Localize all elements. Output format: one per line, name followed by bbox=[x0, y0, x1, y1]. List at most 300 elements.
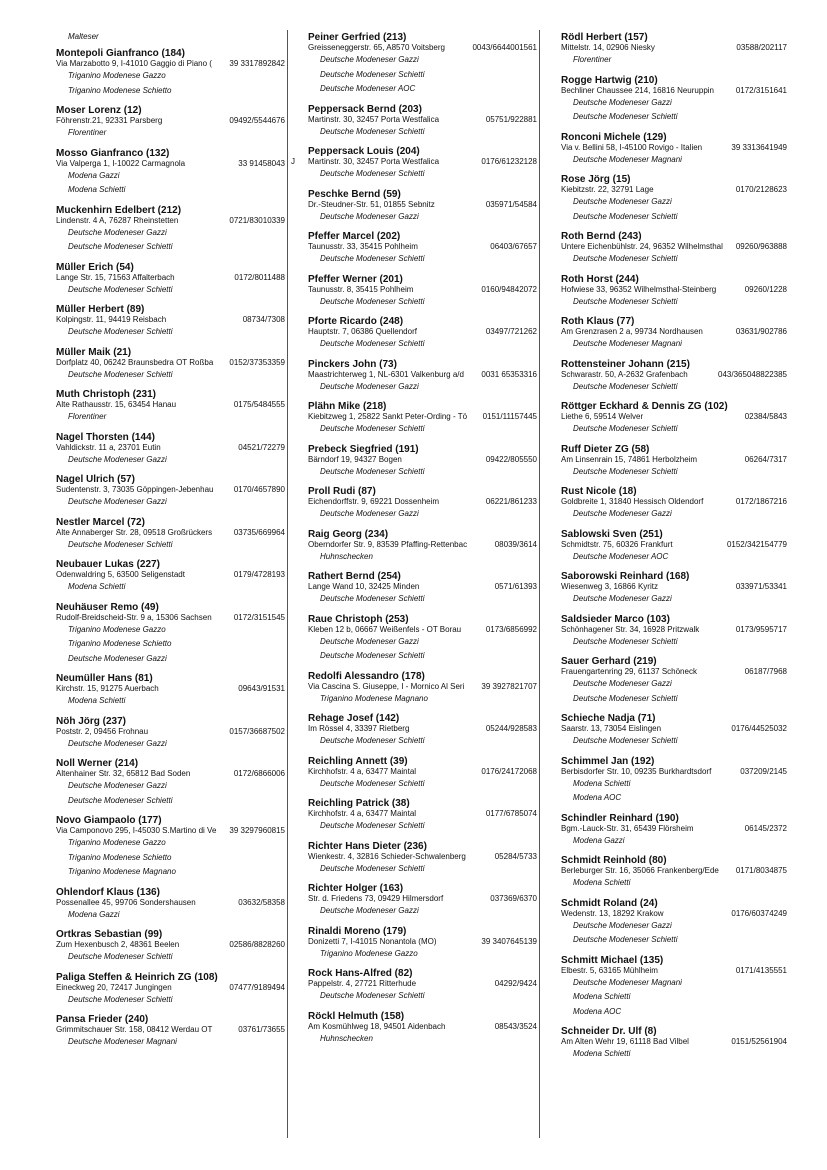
member-name: Rock Hans-Alfred (82) bbox=[308, 968, 413, 979]
member-phone: 09260/963888 bbox=[735, 242, 787, 251]
member-address: Saarstr. 13, 73054 Eislingen bbox=[561, 724, 662, 733]
member-entry bbox=[56, 758, 285, 808]
club-label: Deutsche Modeneser Gazzi bbox=[68, 227, 167, 237]
member-phone: 06187/7968 bbox=[744, 667, 787, 676]
club-label: Deutsche Modeneser Schietti bbox=[68, 994, 173, 1004]
member-name: Redolfi Alessandro (178) bbox=[308, 670, 425, 682]
member-entry bbox=[308, 401, 537, 437]
member-name: Peiner Gerfried (213) bbox=[308, 32, 407, 43]
member-entry bbox=[561, 756, 787, 806]
member-address: Am Kosmühlweg 18, 94501 Aidenbach bbox=[308, 1021, 446, 1031]
address-row bbox=[56, 528, 285, 538]
member-address: Mittelstr. 14, 02906 Niesky bbox=[561, 43, 655, 52]
member-phone: 0173/6856992 bbox=[485, 624, 537, 634]
member-entry bbox=[308, 883, 537, 919]
member-address: Hofwiese 33, 96352 Wilhelmsthal-Steinberg bbox=[561, 284, 717, 294]
member-entry bbox=[56, 887, 285, 923]
member-entry bbox=[561, 274, 787, 310]
member-address: Sudentenstr. 3, 73035 Göppingen-Jebenhau bbox=[56, 485, 214, 494]
member-phone: 09643/91531 bbox=[238, 684, 285, 693]
member-phone: 033971/53341 bbox=[735, 582, 787, 591]
member-entry bbox=[56, 929, 285, 965]
member-address: Wiesenweg 3, 16866 Kyritz bbox=[561, 582, 658, 591]
member-name: Plähn Mike (218) bbox=[308, 401, 387, 412]
address-row bbox=[308, 809, 537, 819]
member-entry bbox=[308, 756, 537, 792]
club-label: Deutsche Modeneser Gazzi bbox=[573, 679, 672, 688]
member-address: Berleburger Str. 16, 35066 Frankenberg/Ede bbox=[561, 866, 719, 875]
address-row bbox=[308, 582, 537, 592]
member-phone: 0160/94842072 bbox=[481, 284, 537, 294]
club-label: Deutsche Modeneser Gazzi bbox=[68, 781, 167, 790]
club-label: Deutsche Modeneser Schietti bbox=[68, 242, 173, 251]
member-address: Pappelstr. 4, 27721 Ritterhude bbox=[308, 979, 417, 988]
address-row bbox=[308, 412, 537, 422]
member-name: Schindler Reinhard (190) bbox=[561, 812, 679, 824]
member-entry bbox=[56, 1014, 285, 1050]
member-entry bbox=[561, 132, 787, 168]
member-name: Roth Bernd (243) bbox=[561, 231, 642, 242]
member-phone: 0171/8034875 bbox=[735, 866, 787, 875]
address-row bbox=[561, 285, 787, 295]
member-entry bbox=[308, 1011, 537, 1047]
member-address: Grimmitschauer Str. 158, 08412 Werdau OT bbox=[56, 1025, 213, 1034]
member-name: Proll Rudi (87) bbox=[308, 486, 376, 497]
member-phone: 03588/202117 bbox=[736, 43, 787, 52]
member-phone: 05751/922881 bbox=[485, 114, 537, 124]
club-label: Deutsche Modeneser Gazzi bbox=[573, 594, 672, 603]
address-row bbox=[308, 625, 537, 635]
member-phone: 39 3407645139 bbox=[481, 936, 537, 946]
address-row bbox=[561, 909, 787, 919]
address-row bbox=[308, 497, 537, 507]
member-address: Kirchhofstr. 4 a, 63477 Maintal bbox=[308, 766, 417, 776]
member-name: Reichling Patrick (38) bbox=[308, 798, 410, 809]
member-entry bbox=[561, 529, 787, 565]
member-address: Lange Str. 15, 71563 Affalterbach bbox=[56, 272, 175, 282]
club-label: Deutsche Modeneser Schietti bbox=[320, 778, 425, 788]
member-phone: 06403/67657 bbox=[490, 242, 537, 251]
club-label: Deutsche Modeneser Schietti bbox=[320, 424, 425, 433]
address-row bbox=[56, 983, 285, 993]
club-label: Deutsche Modeneser Gazzi bbox=[68, 653, 167, 663]
member-name: Schmidt Roland (24) bbox=[561, 897, 658, 909]
address-row bbox=[561, 966, 787, 976]
club-label: Deutsche Modeneser Schietti bbox=[573, 636, 678, 646]
club-label: Florentiner bbox=[68, 412, 107, 421]
member-name: Muth Christoph (231) bbox=[56, 389, 156, 400]
member-phone: 0176/61232128 bbox=[481, 157, 537, 166]
member-address: Wienkestr. 4, 32816 Schieder-Schwalenberg bbox=[308, 851, 466, 861]
member-name: Prebeck Siegfried (191) bbox=[308, 443, 419, 455]
member-address: Dorfplatz 40, 06242 Braunsbedra OT Roßba bbox=[56, 357, 214, 367]
member-name: Schimmel Jan (192) bbox=[561, 755, 655, 767]
member-phone: 0172/3151641 bbox=[735, 85, 787, 95]
member-entry bbox=[308, 274, 537, 310]
member-entry bbox=[561, 656, 787, 706]
member-name: Peppersack Bernd (203) bbox=[308, 103, 422, 115]
address-row bbox=[308, 157, 537, 167]
directory-column-2 bbox=[308, 32, 537, 1053]
member-name: Neumüller Hans (81) bbox=[56, 673, 153, 684]
member-phone: 04292/9424 bbox=[494, 979, 537, 988]
member-phone: 05284/5733 bbox=[494, 851, 537, 861]
member-phone: 0172/8011488 bbox=[234, 272, 285, 282]
member-entry bbox=[561, 32, 787, 68]
member-entry bbox=[56, 148, 285, 198]
club-label: Deutsche Modeneser Magnani bbox=[68, 1037, 177, 1046]
member-entry bbox=[561, 359, 787, 395]
member-phone: 037369/6370 bbox=[490, 894, 537, 903]
member-address: Schwarastr. 50, A-2632 Grafenbach bbox=[561, 369, 688, 379]
member-name: Saldsieder Marco (103) bbox=[561, 613, 670, 625]
club-label: Deutsche Modeneser Gazzi bbox=[573, 197, 672, 206]
club-label: Deutsche Modeneser AOC bbox=[573, 551, 669, 561]
club-label: Modena AOC bbox=[573, 1006, 622, 1016]
address-row bbox=[561, 824, 787, 834]
member-entry bbox=[56, 432, 285, 468]
member-phone: 08039/3614 bbox=[494, 539, 537, 549]
member-phone: 08543/3524 bbox=[494, 1021, 537, 1031]
club-label: Triganino Modenese Schietto bbox=[68, 639, 172, 648]
member-entry bbox=[561, 486, 787, 522]
address-row bbox=[56, 485, 285, 495]
club-label: Modena Gazzi bbox=[68, 909, 120, 919]
member-phone: 0043/6644001561 bbox=[472, 43, 537, 52]
member-address: Alte Rathausstr. 15, 63454 Hanau bbox=[56, 400, 177, 409]
member-address: Vahldickstr. 11 a, 23701 Eutin bbox=[56, 442, 161, 452]
member-name: Müller Maik (21) bbox=[56, 346, 132, 358]
member-phone: 03761/73655 bbox=[238, 1025, 285, 1034]
member-name: Nagel Ulrich (57) bbox=[56, 474, 135, 485]
club-label: Triganino Modenese Gazzo bbox=[320, 948, 418, 958]
column-marker: J bbox=[291, 157, 295, 166]
member-phone: 0152/342154779 bbox=[726, 539, 787, 549]
member-name: Schmitt Michael (135) bbox=[561, 954, 664, 966]
club-label: Modena Schietti bbox=[573, 1049, 631, 1058]
member-entry bbox=[56, 262, 285, 298]
member-phone: 06264/7317 bbox=[744, 454, 787, 464]
member-address: Maastrichterweg 1, NL-6301 Valkenburg a/d bbox=[308, 369, 464, 379]
club-label: Deutsche Modeneser Gazzi bbox=[68, 497, 167, 506]
member-address: Am Linsenrain 15, 74861 Herbolzheim bbox=[561, 454, 698, 464]
member-name: Peschke Bernd (59) bbox=[308, 188, 401, 200]
member-address: Via Cascina S. Giuseppe, I - Mornico Al Seri bbox=[308, 681, 465, 691]
club-label: Deutsche Modeneser Schietti bbox=[573, 381, 678, 391]
address-row bbox=[308, 115, 537, 125]
address-row bbox=[308, 894, 537, 904]
address-row bbox=[561, 767, 787, 777]
member-phone: 0172/6866006 bbox=[233, 769, 285, 778]
member-name: Rogge Hartwig (210) bbox=[561, 74, 658, 86]
member-name: Röckl Helmuth (158) bbox=[308, 1010, 405, 1022]
address-row bbox=[56, 443, 285, 453]
member-address: Via Valperga 1, I-10022 Carmagnola bbox=[56, 158, 186, 168]
member-address: Possenallee 45, 99706 Sondershausen bbox=[56, 897, 196, 907]
club-label: Triganino Modenese Gazzo bbox=[68, 838, 166, 847]
address-row bbox=[308, 200, 537, 210]
club-label: Deutsche Modeneser Gazzi bbox=[320, 55, 419, 64]
member-phone: 39 3297960815 bbox=[229, 826, 285, 835]
address-row bbox=[561, 143, 787, 153]
club-label: Triganino Modenese Magnano bbox=[68, 867, 176, 876]
club-label: Deutsche Modeneser Schietti bbox=[320, 466, 425, 476]
member-phone: 043/365048822385 bbox=[718, 369, 787, 379]
member-entry bbox=[56, 48, 285, 98]
member-entry bbox=[308, 968, 537, 1004]
member-address: Schmidtstr. 75, 60326 Frankfurt bbox=[561, 539, 673, 549]
address-row bbox=[561, 724, 787, 734]
address-row bbox=[56, 400, 285, 410]
member-entry bbox=[308, 444, 537, 480]
address-row bbox=[308, 852, 537, 862]
club-label: Deutsche Modeneser Schietti bbox=[68, 284, 173, 294]
member-name: Rathert Bernd (254) bbox=[308, 571, 401, 582]
member-phone: 0176/60374249 bbox=[731, 908, 787, 918]
member-entry bbox=[308, 104, 537, 140]
club-label: Triganino Modenese Gazzo bbox=[68, 624, 166, 634]
address-row bbox=[56, 1025, 285, 1035]
member-entry bbox=[56, 474, 285, 510]
member-phone: 03632/58358 bbox=[238, 897, 285, 907]
address-row bbox=[308, 1022, 537, 1032]
member-name: Peppersack Louis (204) bbox=[308, 146, 420, 157]
member-phone: 0571/61393 bbox=[494, 582, 537, 591]
club-label: Huhnschecken bbox=[320, 1033, 373, 1043]
address-row bbox=[308, 540, 537, 550]
member-phone: 0151/52561904 bbox=[731, 1037, 787, 1046]
club-label: Deutsche Modeneser Schietti bbox=[68, 369, 173, 379]
member-address: Kiebitzweg 1, 25822 Sankt Peter-Ording - Tö bbox=[308, 412, 468, 421]
member-address: Kolpingstr. 11, 94419 Reisbach bbox=[56, 315, 167, 324]
address-row bbox=[561, 43, 787, 53]
club-label: Deutsche Modeneser Schietti bbox=[573, 112, 678, 121]
member-address: Altenhainer Str. 32, 65812 Bad Soden bbox=[56, 769, 191, 778]
member-entry bbox=[308, 529, 537, 565]
address-row bbox=[561, 1037, 787, 1047]
address-row bbox=[56, 159, 285, 169]
member-name: Pforte Ricardo (248) bbox=[308, 316, 404, 327]
member-entry bbox=[56, 205, 285, 255]
address-row bbox=[56, 826, 285, 836]
member-address: Lindenstr. 4 A, 76287 Rheinstetten bbox=[56, 215, 179, 225]
member-address: Schönhagener Str. 34, 16928 Pritzwalk bbox=[561, 624, 700, 634]
address-row bbox=[308, 370, 537, 380]
member-phone: 0171/4135551 bbox=[735, 965, 787, 975]
member-name: Richter Holger (163) bbox=[308, 883, 404, 894]
member-phone: 0173/9595717 bbox=[735, 624, 787, 634]
member-name: Rinaldi Moreno (179) bbox=[308, 925, 407, 937]
club-label: Deutsche Modeneser Schietti bbox=[68, 952, 173, 961]
club-label: Deutsche Modeneser Schietti bbox=[68, 539, 173, 549]
member-phone: 06221/861233 bbox=[485, 497, 537, 506]
directory-column-3 bbox=[561, 32, 787, 1069]
member-name: Pfeffer Marcel (202) bbox=[308, 231, 401, 242]
club-label: Deutsche Modeneser Schietti bbox=[573, 736, 678, 745]
member-address: Berbisdorfer Str. 10, 09235 Burkhardtsdorf bbox=[561, 766, 712, 776]
member-entry bbox=[56, 517, 285, 553]
member-entry bbox=[561, 571, 787, 607]
club-label: Deutsche Modeneser Schietti bbox=[320, 296, 425, 306]
member-phone: 0179/4728193 bbox=[233, 570, 285, 579]
member-phone: 0721/83010339 bbox=[229, 215, 285, 225]
member-entry bbox=[561, 316, 787, 352]
member-address: Oberndorfer Str. 9, 83539 Pfaffing-Rettenbac bbox=[308, 539, 468, 549]
member-entry bbox=[561, 898, 787, 948]
address-row bbox=[561, 866, 787, 876]
member-name: Rose Jörg (15) bbox=[561, 174, 631, 185]
member-name: Rust Nicole (18) bbox=[561, 486, 637, 497]
club-label: Deutsche Modeneser Gazzi bbox=[320, 381, 419, 391]
club-label: Modena Schietti bbox=[573, 992, 631, 1001]
member-entry bbox=[308, 486, 537, 522]
club-label: Deutsche Modeneser Gazzi bbox=[320, 636, 419, 646]
member-name: Richter Hans Dieter (236) bbox=[308, 840, 427, 852]
club-label: Modena Schietti bbox=[573, 878, 631, 887]
member-name: Schneider Dr. Ulf (8) bbox=[561, 1026, 657, 1037]
member-address: Föhrenstr.21, 92331 Parsberg bbox=[56, 116, 163, 125]
address-row bbox=[56, 940, 285, 950]
member-address: Lange Wand 10, 32425 Minden bbox=[308, 582, 420, 591]
member-entry bbox=[561, 444, 787, 480]
address-row bbox=[561, 455, 787, 465]
member-name: Reichling Annett (39) bbox=[308, 755, 408, 767]
member-phone: 08734/7308 bbox=[242, 315, 285, 324]
member-address: Zum Hexenbusch 2, 48361 Beelen bbox=[56, 940, 180, 949]
club-label: Deutsche Modeneser Gazzi bbox=[68, 738, 167, 748]
club-label: Deutsche Modeneser Schietti bbox=[320, 339, 425, 348]
member-phone: 39 3313641949 bbox=[731, 142, 787, 152]
member-entry bbox=[308, 713, 537, 749]
address-row bbox=[56, 769, 285, 779]
club-label: Modena Gazzi bbox=[68, 170, 120, 180]
member-entry bbox=[56, 972, 285, 1008]
club-label: Deutsche Modeneser Schietti bbox=[320, 736, 425, 745]
member-address: Martinstr. 30, 32457 Porta Westfalica bbox=[308, 114, 440, 124]
member-address: Kiebitzstr. 22, 32791 Lage bbox=[561, 185, 654, 194]
member-address: Frauengartenring 29, 61137 Schöneck bbox=[561, 667, 697, 676]
club-label: Deutsche Modeneser Schietti bbox=[573, 296, 678, 306]
member-name: Schmidt Reinhold (80) bbox=[561, 855, 667, 866]
club-label: Deutsche Modeneser Gazzi bbox=[68, 454, 167, 464]
club-label: Malteser bbox=[68, 32, 99, 41]
address-row bbox=[308, 767, 537, 777]
member-name: Schieche Nadja (71) bbox=[561, 713, 656, 724]
member-address: Dr.-Steudner-Str. 51, 01855 Sebnitz bbox=[308, 199, 435, 209]
address-row bbox=[308, 979, 537, 989]
member-phone: 0152/37353359 bbox=[229, 357, 285, 367]
member-name: Sablowski Sven (251) bbox=[561, 528, 663, 540]
member-entry bbox=[56, 559, 285, 595]
member-phone: 05244/928583 bbox=[485, 724, 537, 733]
member-address: Via v. Bellini 58, I-45100 Rovigo - Italien bbox=[561, 142, 703, 152]
member-entry bbox=[56, 602, 285, 667]
club-label: Deutsche Modeneser Schietti bbox=[68, 327, 173, 336]
address-row bbox=[561, 242, 787, 252]
address-row bbox=[308, 682, 537, 692]
address-row bbox=[56, 315, 285, 325]
address-row bbox=[561, 370, 787, 380]
member-name: Moser Lorenz (12) bbox=[56, 105, 142, 116]
club-label: Deutsche Modeneser Gazzi bbox=[320, 906, 419, 915]
member-phone: 0177/6785074 bbox=[485, 809, 537, 818]
member-name: Montepoli Gianfranco (184) bbox=[56, 48, 185, 59]
club-label: Deutsche Modeneser Schietti bbox=[573, 424, 678, 433]
club-label: Deutsche Modeneser Schietti bbox=[573, 466, 678, 476]
address-row bbox=[561, 327, 787, 337]
member-phone: 33 91458043 bbox=[238, 158, 285, 168]
club-label: Triganino Modenese Magnano bbox=[320, 693, 428, 703]
club-label: Deutsche Modeneser Gazzi bbox=[320, 211, 419, 221]
address-row bbox=[56, 216, 285, 226]
club-label: Deutsche Modeneser Schietti bbox=[68, 795, 173, 805]
address-row bbox=[56, 273, 285, 283]
address-row bbox=[308, 285, 537, 295]
address-row bbox=[308, 724, 537, 734]
club-label: Deutsche Modeneser Schietti bbox=[320, 126, 425, 136]
address-row bbox=[56, 59, 285, 69]
member-phone: 0175/5484555 bbox=[233, 400, 285, 409]
club-label: Deutsche Modeneser Schietti bbox=[320, 594, 425, 603]
member-name: Nöh Jörg (237) bbox=[56, 715, 127, 727]
column-divider bbox=[539, 30, 540, 1138]
member-entry bbox=[308, 671, 537, 707]
member-phone: 0157/36687502 bbox=[229, 726, 285, 736]
club-label: Deutsche Modeneser Magnani bbox=[573, 977, 682, 987]
member-entry bbox=[308, 841, 537, 877]
member-address: Via Marzabotto 9, I-41010 Gaggio di Piano ( bbox=[56, 59, 212, 68]
member-entry bbox=[56, 716, 285, 752]
address-row bbox=[561, 540, 787, 550]
member-name: Röttger Eckhard & Dennis ZG (102) bbox=[561, 401, 728, 412]
member-phone: 0170/2128623 bbox=[735, 185, 787, 194]
member-name: Nagel Thorsten (144) bbox=[56, 431, 155, 443]
member-phone: 03735/669964 bbox=[233, 527, 285, 537]
club-label: Deutsche Modeneser Magnani bbox=[573, 339, 682, 348]
address-row bbox=[561, 185, 787, 195]
member-address: Am Alten Wehr 19, 61118 Bad Vilbel bbox=[561, 1037, 689, 1046]
member-phone: 0170/4657890 bbox=[233, 485, 285, 494]
address-row bbox=[561, 667, 787, 677]
member-address: Rudolf-Breidscheid-Str. 9 a, 15306 Sachsen bbox=[56, 612, 212, 622]
member-name: Roth Horst (244) bbox=[561, 273, 639, 285]
member-entry bbox=[308, 32, 537, 97]
member-address: Kirchstr. 15, 91275 Auerbach bbox=[56, 684, 159, 693]
club-label: Deutsche Modeneser Schietti bbox=[320, 991, 425, 1000]
member-name: Raig Georg (234) bbox=[308, 528, 389, 540]
address-row bbox=[308, 937, 537, 947]
club-label: Deutsche Modeneser Schietti bbox=[573, 211, 678, 221]
member-address: Taunusstr. 8, 35415 Pohlheim bbox=[308, 284, 414, 294]
club-label: Deutsche Modeneser Schietti bbox=[320, 651, 425, 660]
member-address: Im Rössel 4, 33397 Rietberg bbox=[308, 724, 410, 733]
club-label: Deutsche Modeneser Schietti bbox=[320, 821, 425, 830]
member-name: Neuhäuser Remo (49) bbox=[56, 601, 159, 613]
member-phone: 02586/8828260 bbox=[229, 940, 285, 949]
member-name: Novo Giampaolo (177) bbox=[56, 815, 162, 826]
member-name: Nestler Marcel (72) bbox=[56, 516, 145, 528]
member-address: Donizetti 7, I-41015 Nonantola (MO) bbox=[308, 936, 437, 946]
member-entry bbox=[561, 614, 787, 650]
member-entry bbox=[561, 401, 787, 437]
member-entry bbox=[56, 673, 285, 709]
member-address: Via Camponovo 295, I-45030 S.Martino di Ve bbox=[56, 826, 217, 835]
member-phone: 0172/1867216 bbox=[735, 497, 787, 506]
member-phone: 02384/5843 bbox=[744, 412, 787, 421]
member-name: Rehage Josef (142) bbox=[308, 713, 400, 724]
member-address: Eineckweg 20, 72417 Jungingen bbox=[56, 982, 172, 992]
member-address: Str. d. Friedens 73, 09429 Hilmersdorf bbox=[308, 894, 444, 903]
